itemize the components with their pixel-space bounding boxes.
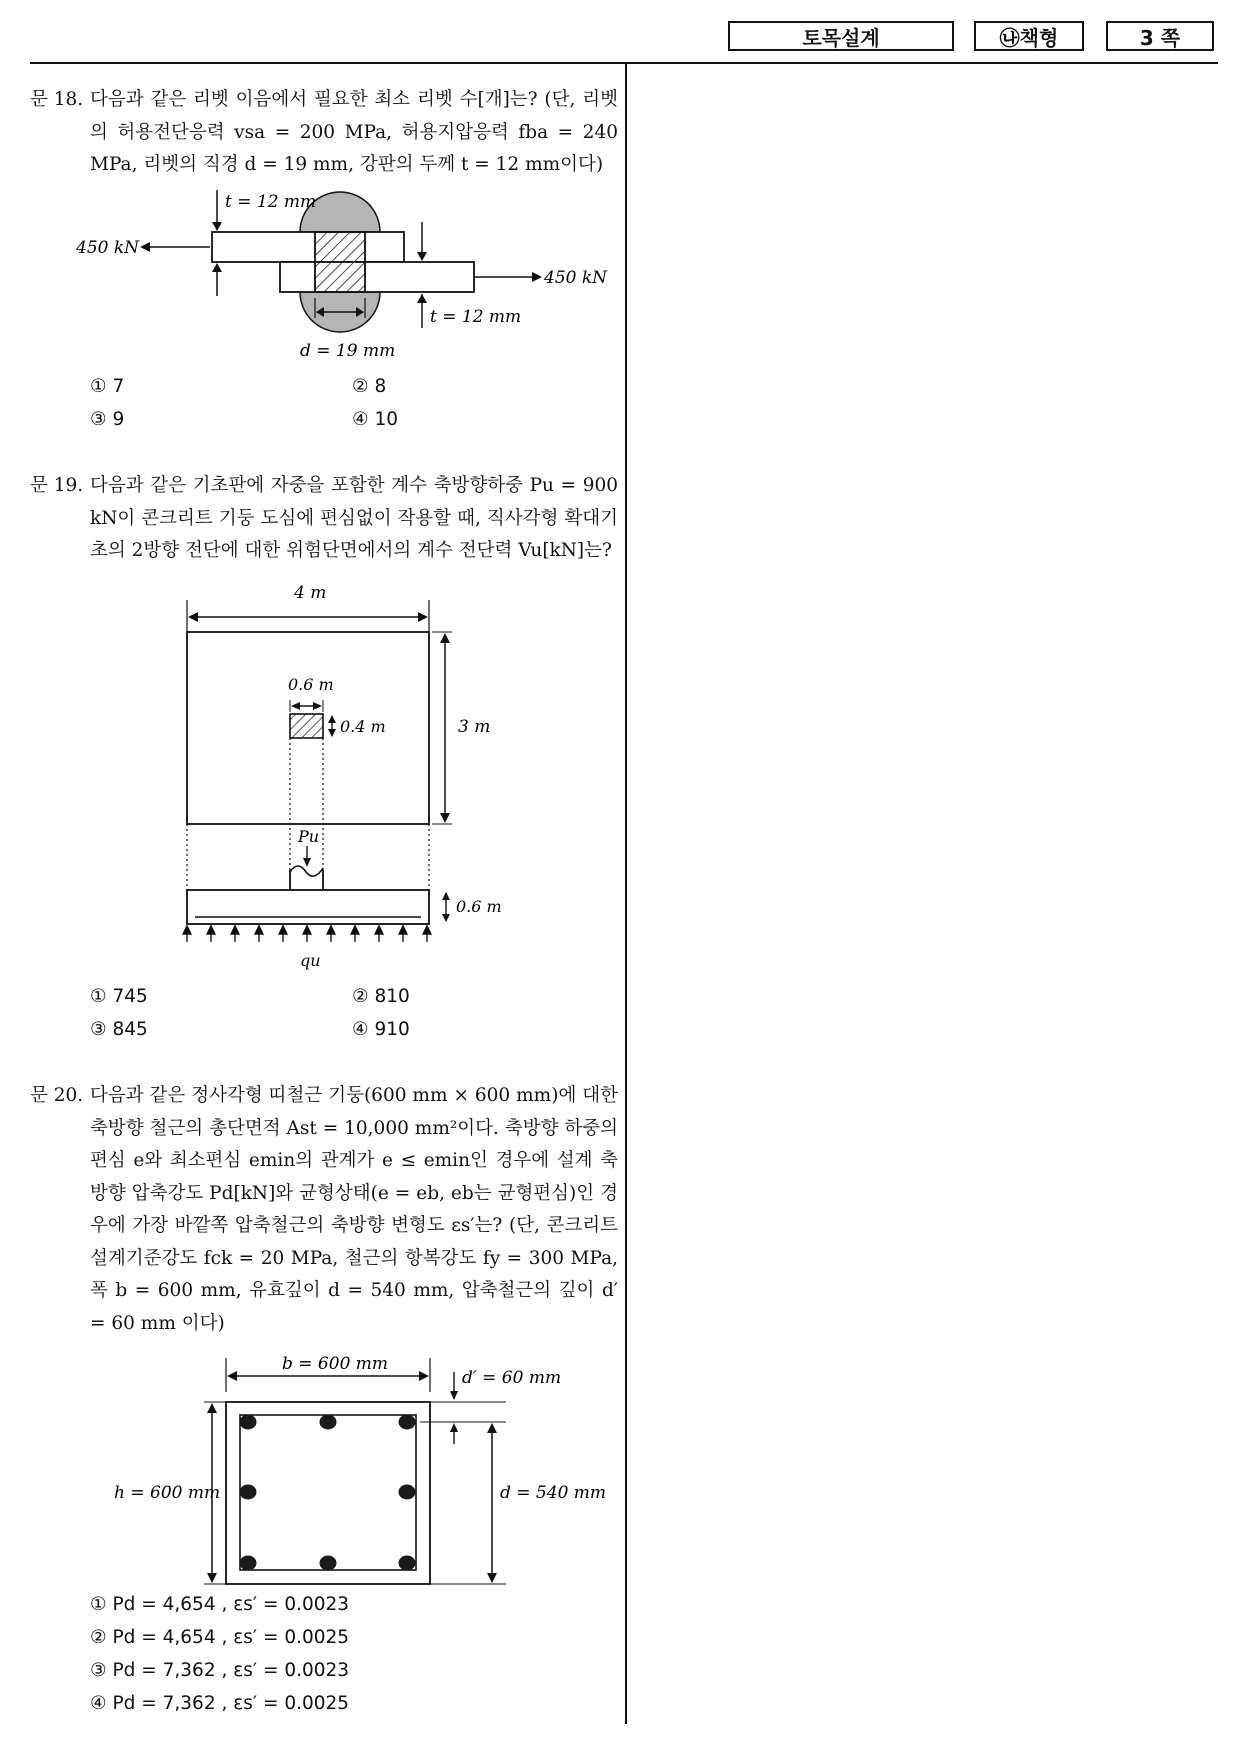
booklet-label: ㉯책형 (999, 25, 1059, 50)
question-20 (30, 1080, 618, 1340)
q19-thickness-label: 0.6 m (456, 897, 502, 916)
q19-number: 문 19. (30, 475, 84, 496)
q18-figure (76, 186, 630, 366)
q20-b-label: b = 600 mm (282, 1354, 389, 1374)
question-19 (30, 470, 618, 568)
q19-figure (170, 582, 540, 982)
q18-d-label: d = 19 mm (300, 341, 396, 361)
q19-height-label: 3 m (458, 717, 491, 737)
q19-text: 다음과 같은 기초판에 자중을 포함한 계수 축방향하중 Pu = 900 kN이 콘크리트 기둥 도심에 편심없이 작용할 때, 직사각형 확대기초의 2방향 전단에 대한 위험단면에서의 계수 전단력 Vu[kN]는? (90, 475, 618, 561)
q18-option-2[interactable]: ② 8 (352, 376, 387, 397)
q19-col-height-label: 0.4 m (340, 717, 386, 736)
q18-number: 문 18. (30, 89, 84, 110)
q18-option-3[interactable]: ③ 9 (90, 409, 125, 430)
booklet-box (974, 21, 1084, 51)
q20-figure (90, 1352, 620, 1592)
q20-option-2[interactable]: ② Pd = 4,654 , εs′ = 0.0025 (90, 1627, 350, 1648)
q19-option-3[interactable]: ③ 845 (90, 1019, 148, 1040)
q18-text: 다음과 같은 리벳 이음에서 필요한 최소 리벳 수[개]는? (단, 리벳의 허용전단응력 vsa = 200 MPa, 허용지압응력 fba = 240 MPa, 리벳의 직경 d = 19 mm, 강판의 두께 t = 12 mm이다) (90, 89, 618, 175)
q18-load-left-label: 450 kN (76, 238, 140, 258)
q18-t-bottom-label: t = 12 mm (430, 307, 522, 327)
q20-h-label: h = 600 mm (114, 1483, 221, 1503)
q18-option-4[interactable]: ④ 10 (352, 409, 399, 430)
subject-box (728, 21, 954, 51)
q19-pressure-arrows (183, 926, 431, 942)
q20-dprime-label: d′ = 60 mm (462, 1368, 562, 1388)
q19-col-width-label: 0.6 m (288, 675, 334, 694)
q20-text: 다음과 같은 정사각형 띠철근 기둥(600 mm × 600 mm)에 대한 축방향 철근의 총단면적 Ast = 10,000 mm²이다. 축방향 하중의 편심 e와 최소편심 emin의 관계가 e ≤ emin인 경우에 설계 축방향 압축강도 Pd[kN]와 균형상태(e = eb, eb는 균형편심)인 경우에 가장 바깥쪽 압축철근의 축방향 변형도 εs′는? (단, 콘크리트 설계기준강도 fck = 20 MPa, 철근의 항복강도 fy = 300 MPa, 폭 b = 600 mm, 유효깊이 d = 540 mm, 압축철근의 깊이 d′ = 60 mm 이다) (90, 1085, 618, 1334)
q20-option-3[interactable]: ③ Pd = 7,362 , εs′ = 0.0023 (90, 1660, 350, 1681)
question-18 (30, 84, 618, 182)
q20-option-4[interactable]: ④ Pd = 7,362 , εs′ = 0.0025 (90, 1693, 350, 1714)
q19-width-label: 4 m (294, 583, 327, 603)
q18-option-1[interactable]: ① 7 (90, 376, 125, 397)
q19-option-1[interactable]: ① 745 (90, 986, 148, 1007)
q18-t-top-label: t = 12 mm (225, 192, 317, 212)
q18-load-right-label: 450 kN (544, 268, 608, 288)
q19-pu-label: Pu (298, 827, 320, 846)
q20-d-label: d = 540 mm (500, 1483, 607, 1503)
page-number: 3 쪽 (1139, 25, 1181, 50)
q20-number: 문 20. (30, 1085, 84, 1106)
header-divider (30, 62, 1218, 64)
q19-option-2[interactable]: ② 810 (352, 986, 410, 1007)
page-box (1106, 21, 1214, 51)
q20-option-1[interactable]: ① Pd = 4,654 , εs′ = 0.0023 (90, 1594, 350, 1615)
subject-label: 토목설계 (802, 25, 880, 50)
q19-qu-label: qu (300, 951, 321, 970)
q19-option-4[interactable]: ④ 910 (352, 1019, 410, 1040)
